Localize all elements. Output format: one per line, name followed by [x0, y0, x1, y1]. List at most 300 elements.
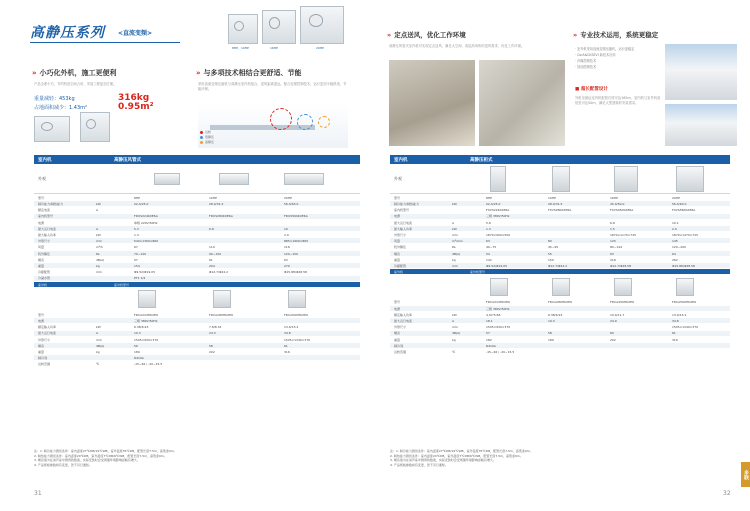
table-cell: kW [96, 201, 101, 206]
table-cell: 61 [672, 331, 676, 336]
table-cell: 冷凝水管 [38, 276, 51, 281]
table-cell: 风量 [38, 245, 45, 250]
table-cell: 19.3 [548, 318, 555, 323]
section-heading: » 定点送风，优化工作环境 [387, 31, 466, 39]
table-row [390, 337, 730, 342]
table-cell: 61 [284, 343, 288, 348]
table-cell: 5.6 [486, 220, 491, 225]
outdoor-unit-image [490, 278, 508, 296]
table-cell: FXVS450KXE6A [610, 208, 634, 213]
table-row [34, 263, 360, 268]
legend-dot-icon [200, 141, 203, 144]
table-row [390, 349, 730, 354]
table-cell: 外形尺寸 [394, 325, 407, 330]
table-row [390, 251, 730, 256]
table-cell: 三相 380V/50Hz [486, 306, 510, 311]
table-cell: 噪音 [38, 343, 45, 348]
product-image-row: 外观 [390, 164, 730, 194]
table-cell: mm [96, 239, 102, 244]
arrow-icon: » [387, 31, 392, 39]
table-cell: 45~95 [548, 245, 559, 250]
table-cell: 额定输入功率 [38, 325, 57, 330]
table-cell: Φ12.7/Φ22.2 [209, 270, 229, 275]
indoor-unit-image [490, 166, 506, 192]
table-cell: 5.3 [134, 226, 139, 231]
table-row [390, 245, 730, 250]
table-cell: 22.4/25.0 [134, 201, 149, 206]
table-cell: R410A [134, 356, 144, 361]
table-cell: 外形尺寸 [38, 337, 51, 342]
table-cell: 最大输入功率 [394, 226, 413, 231]
table-cell: 噪音 [394, 251, 401, 256]
page-number: 31 [34, 490, 42, 497]
unit-caption: 16HP [270, 46, 278, 50]
table-cell: FXVS224KXE6A [486, 208, 510, 213]
table-row [390, 195, 730, 200]
table-cell: 1.5 [610, 226, 615, 231]
table-cell: FDCA560HKXE6 [672, 300, 696, 305]
table-cell: 运转范围 [38, 362, 51, 367]
feature-bullet: · 室外机采用直流变频压缩机，运行更稳定 [575, 47, 635, 51]
table-cell: 冷媒配管 [394, 263, 407, 268]
table-cell: 58 [209, 343, 213, 348]
table-cell: 机外静压 [38, 251, 51, 256]
table-row [34, 324, 360, 329]
table-cell: kW [96, 232, 101, 237]
unit-caption: 20HP [316, 46, 324, 50]
table-cell: 189 [548, 337, 554, 342]
table-cell: FXVS280KXE6A [548, 208, 572, 213]
table-cell: 最大运行电流 [38, 226, 57, 231]
subsection-description: 外机至最远室内机配管长度可达165m，室内机与室外机高低差可达50m，满足大型建筑的安装需求。 [575, 96, 661, 105]
table-row [34, 349, 360, 354]
table-cell: 室内机型号 [38, 214, 54, 219]
table-cell: 56.0/63.0 [672, 201, 687, 206]
table-cell: 三相 380V/50Hz [134, 318, 158, 323]
table-cell: 80~144 [610, 245, 623, 250]
table-section-band: 室外机 室外机型号 [34, 282, 360, 287]
table-cell: 外形尺寸 [394, 232, 407, 237]
table-cell: 63 [486, 239, 490, 244]
table-row [390, 300, 730, 305]
table-section-band: 室外机 室外机型号 [390, 269, 730, 274]
table-cell: 28.0/31.5 [548, 201, 563, 206]
table-cell: 制冷能力/制热能力 [394, 201, 420, 206]
indoor-unit-image [154, 173, 180, 185]
table-cell: 67 [134, 245, 138, 250]
table-cell: 外形尺寸 [38, 239, 51, 244]
table-row [34, 343, 360, 348]
section-description: 产品全系小巧，节约机房空间占用，安装工程更加方便。 [34, 82, 117, 86]
table-cell: 运转范围 [394, 349, 407, 354]
table-cell: FXVS560KXE6A [672, 208, 696, 213]
table-cell: 90~150 [209, 251, 222, 256]
unit-caption: 8HP、10HP [232, 46, 249, 50]
table-cell: 56.0/63.0 [284, 201, 299, 206]
outdoor-unit-image [288, 290, 306, 308]
table-cell: 120~200 [672, 245, 686, 250]
table-cell: FDCA280HKXE6 [548, 300, 572, 305]
table-cell: 22.4/25.0 [486, 201, 501, 206]
table-cell: 56 [134, 343, 138, 348]
table-row [34, 232, 360, 237]
table-cell: 54 [486, 251, 490, 256]
table-cell: mm [452, 263, 458, 268]
table-cell: 1.3 [134, 232, 139, 237]
outdoor-unit-image-large [300, 6, 344, 44]
table-cell: Φ15.88/Φ28.58 [672, 263, 695, 268]
table-cell: kg [452, 257, 456, 262]
legend-item: 运转 [200, 130, 211, 134]
table-cell: dB(A) [96, 257, 105, 262]
table-row [390, 331, 730, 336]
table-cell: FDCA224HKXE6 [134, 312, 158, 317]
table-row [390, 226, 730, 231]
table-cell: A [452, 220, 455, 225]
spec-table [34, 155, 360, 447]
table-cell: 202 [610, 337, 616, 342]
area-label: 占地面积减少：1.43m² [34, 105, 88, 111]
new-unit-image [80, 112, 110, 142]
table-cell: Φ15.88/Φ28.58 [284, 270, 307, 275]
table-cell: 80 [548, 239, 552, 244]
footnotes: 注：1. 制冷能力测试条件：室内温度27℃DB/19℃WB，室外温度35℃DB，配管长度7.5m，高低差0m。 2. 制热能力测试条件：室内温度20℃DB，室外温度7℃DB/6℃WB，配管长度7.5m，高低差0m。 3. 噪音值为在消声室中测得的数值，实际安装时会受周围环境影响而略有增大。 4. 产品规格参数如有变更，恕不另行通知。 [390, 449, 533, 467]
table-cell: 70~120 [134, 251, 147, 256]
table-cell: 1870×1470×725 [672, 232, 699, 237]
table-cell: dB(A) [96, 343, 105, 348]
table-cell: 6.38/6.93 [134, 325, 149, 330]
table-cell: 6.38/6.93 [548, 312, 563, 317]
table-cell: 电源 [394, 214, 401, 219]
table-cell: FDUS560KXE6A [284, 214, 308, 219]
table-row [390, 263, 730, 268]
table-cell: 145 [672, 239, 678, 244]
table-row [34, 226, 360, 231]
table-cell: ℃ [452, 349, 456, 354]
table-cell: A [96, 331, 99, 336]
table-cell: 24.9 [610, 318, 617, 323]
table-cell: 316 [672, 337, 678, 342]
table-row [34, 238, 360, 243]
table-cell: FDCA224HKXE6 [486, 300, 510, 305]
table-row [34, 245, 360, 250]
table-cell: 最大运行电流 [38, 331, 57, 336]
table-cell: m³/min [452, 239, 463, 244]
table-cell: 风量 [394, 239, 401, 244]
table-cell: 8HP [134, 195, 140, 200]
table-cell: 20HP [284, 195, 292, 200]
table-cell: ℃ [96, 362, 100, 367]
section-tab[interactable]: 多联 [741, 462, 750, 487]
table-cell: 制冷剂 [394, 343, 404, 348]
old-unit-image [34, 116, 70, 142]
section-heading: » 与多项技术相结合更舒适、节能 [196, 69, 302, 77]
table-cell: 型号 [394, 300, 401, 305]
outdoor-unit-image [138, 290, 156, 308]
table-cell: FDCA450HKXE6 [610, 300, 634, 305]
table-cell: 34.8 [284, 331, 291, 336]
table-cell: kW [452, 226, 457, 231]
section-heading: » 专业技术运用，系统更稳定 [573, 31, 659, 39]
indoor-unit-image [284, 173, 324, 185]
table-row [34, 214, 360, 219]
table-cell: 电源 [38, 318, 45, 323]
table-cell: A [96, 208, 99, 213]
table-cell: 60 [610, 331, 614, 336]
table-row [390, 232, 730, 237]
table-cell: 型号 [394, 195, 401, 200]
table-cell: 单相 220V/50Hz [134, 220, 158, 225]
table-cell: 机外静压 [394, 245, 407, 250]
table-cell: 57 [134, 257, 138, 262]
weight-value: 316kg [118, 93, 150, 103]
section-heading: » 小巧化外机，施工更便利 [32, 69, 117, 77]
table-cell: mm [452, 325, 458, 330]
table-cell: 13.9/15.2 [672, 312, 687, 317]
table-cell: 63 [610, 251, 614, 256]
footnotes: 注：1. 制冷能力测试条件：室内温度27℃DB/19℃WB，室外温度35℃DB，配管长度7.5m，高低差0m。 2. 制热能力测试条件：室内温度20℃DB，室外温度7℃DB/6℃WB，配管长度7.5m，高低差0m。 3. 噪音值为在消声室中测得的数值，实际安装时会受周围环境影响而略有增大。 4. 产品规格参数如有变更，恕不另行通知。 [34, 449, 177, 467]
airflow-wave [297, 114, 313, 130]
table-cell: 8HP [486, 195, 492, 200]
outdoor-unit-image [213, 290, 231, 308]
table-row [34, 251, 360, 256]
table-cell: 10.1 [672, 220, 679, 225]
table-cell: 28.0/31.5 [209, 201, 224, 206]
table-cell: 电源 [394, 306, 401, 311]
table-cell: 55 [548, 251, 552, 256]
table-cell: 189 [134, 349, 140, 354]
outdoor-unit-image [552, 278, 570, 296]
table-cell: 最大输入功率 [38, 232, 57, 237]
section-description: 采用直流变频压缩机与高静压室内机组合，送风距离更远，配合变频控制技术，运行更加平稳舒适，节能环保。 [198, 82, 347, 91]
table-row [390, 257, 730, 262]
table-row [34, 331, 360, 336]
office-photo [389, 60, 475, 146]
legend-item: 高静压 [200, 140, 214, 144]
table-cell: Φ9.52/Φ19.05 [486, 263, 508, 268]
arrow-icon: » [573, 31, 578, 39]
indoor-unit-image [552, 166, 570, 192]
table-row [34, 207, 360, 212]
table-cell: 4.97/5.68 [486, 312, 501, 317]
table-cell: 13.9/15.2 [284, 325, 299, 330]
page-title: 高静压系列 [30, 25, 105, 41]
table-row [390, 324, 730, 329]
table-cell: 885×1900×865 [284, 239, 309, 244]
table-row [390, 238, 730, 243]
table-cell: 64 [672, 251, 676, 256]
area-value: 0.95m² [118, 102, 154, 112]
table-cell: kg [96, 349, 100, 354]
table-row [34, 220, 360, 225]
table-cell: 1870×900×500 [486, 232, 511, 237]
table-cell: FDUS280KXE6A [209, 214, 233, 219]
table-cell: 18.1 [486, 318, 493, 323]
table-header: 室内机 高静压柜式 [390, 155, 730, 164]
table-cell: 16HP [610, 195, 618, 200]
table-header: 室内机 高静压风管式 [34, 155, 360, 164]
factory-photo [479, 60, 565, 146]
arrow-icon: » [196, 69, 201, 77]
table-cell: FDUS224KXE6A [134, 214, 158, 219]
table-cell: 制冷能力/制热能力 [38, 201, 64, 206]
outdoor-unit-image [676, 278, 694, 296]
table-cell: kW [96, 325, 101, 330]
table-cell: 室内机型号 [394, 208, 410, 213]
legend-dot-icon [200, 136, 203, 139]
weight-label: 重量减轻：453kg [34, 96, 75, 102]
piping-diagram-image [665, 104, 737, 146]
arrow-icon: » [32, 69, 37, 77]
table-cell: 19.3 [134, 331, 141, 336]
table-cell: 6.8 [209, 226, 214, 231]
table-cell: 电源 [38, 220, 45, 225]
table-cell: 40~75 [486, 245, 497, 250]
table-cell: 额定输入功率 [394, 312, 413, 317]
table-cell: kW [452, 312, 457, 317]
table-row [34, 318, 360, 323]
table-cell: 45.0/50.0 [610, 201, 625, 206]
table-cell: 182 [486, 337, 492, 342]
table-cell: mm [452, 232, 458, 237]
table-cell: 10HP [548, 195, 556, 200]
table-cell: kW [452, 201, 457, 206]
table-cell: 154 [134, 263, 140, 268]
table-cell: 噪音 [394, 331, 401, 336]
outdoor-unit-image-small [228, 14, 258, 44]
table-cell: 202 [209, 349, 215, 354]
table-cell: 7.8/8.32 [209, 325, 222, 330]
table-cell: 540×1300×860 [134, 239, 159, 244]
table-cell: 316 [284, 349, 290, 354]
table-cell: 1870×1170×725 [610, 232, 637, 237]
table-cell: 57 [486, 331, 490, 336]
right-page [375, 0, 750, 511]
table-cell: kg [96, 263, 100, 268]
table-row [34, 195, 360, 200]
table-cell: -15~46 / -20~15.5 [134, 362, 163, 367]
table-cell: PT1 1/4 [134, 276, 146, 281]
table-cell: 重量 [38, 263, 45, 268]
table-cell: A [452, 318, 455, 323]
spec-table [390, 155, 730, 447]
outdoor-unit-image-medium [262, 10, 296, 44]
indoor-unit-image [219, 173, 249, 185]
table-cell: 重量 [394, 257, 401, 262]
table-cell: 制冷剂 [38, 356, 48, 361]
table-row [390, 201, 730, 206]
table-cell: 24.3 [209, 331, 216, 336]
table-cell: 20HP [672, 195, 680, 200]
table-row [390, 207, 730, 212]
table-cell: 218 [610, 257, 616, 262]
table-cell: A [96, 226, 99, 231]
page-number: 32 [723, 490, 731, 497]
table-cell: 10.9/11.7 [610, 312, 625, 317]
table-cell: -15~46 / -20~15.5 [486, 349, 515, 354]
table-cell: 6.8 [610, 220, 615, 225]
feature-bullet: · 冷媒控制技术 [575, 59, 597, 63]
table-cell: 噪音 [38, 257, 45, 262]
table-row [390, 343, 730, 348]
table-cell: 270 [284, 263, 290, 268]
table-cell: 重量 [38, 349, 45, 354]
indoor-unit-image [614, 166, 638, 192]
indoor-unit-image [676, 166, 704, 192]
table-row [34, 337, 360, 342]
airflow-wave [318, 116, 330, 128]
table-cell: 116 [284, 245, 290, 250]
table-cell: 125 [610, 239, 616, 244]
outdoor-image-row [34, 288, 360, 310]
table-cell: Pa [452, 245, 456, 250]
table-cell: 型号 [38, 195, 45, 200]
table-cell: m³/h [96, 245, 104, 250]
table-cell: dB(A) [452, 331, 461, 336]
table-cell: Φ12.7/Φ22.2 [548, 263, 568, 268]
table-cell: 型号 [38, 312, 45, 317]
table-row [34, 312, 360, 317]
table-row [390, 214, 730, 219]
table-cell: 冷媒配管 [38, 270, 51, 275]
table-cell: 142 [486, 257, 492, 262]
table-cell: 10 [284, 226, 288, 231]
section-description: 高静压风管式室内机可实现定点送风，满足大空间、高层高场所的送风需求，优化工作环境。 [389, 44, 525, 48]
subsection-heading: ■ 超长配管设计 [575, 87, 608, 92]
table-cell: Pa [96, 251, 100, 256]
table-cell: 最大运行电流 [394, 220, 413, 225]
table-cell: 三相 380V/50Hz [486, 214, 510, 219]
table-cell: 204 [209, 263, 215, 268]
table-cell: R410A [486, 343, 496, 348]
table-cell: mm [96, 337, 102, 342]
legend-dot-icon [200, 131, 203, 134]
table-cell: 120~150 [284, 251, 298, 256]
table-row [390, 220, 730, 225]
table-row [390, 312, 730, 317]
table-row [34, 362, 360, 367]
table-cell: FDCA280HKXE6 [209, 312, 233, 317]
table-cell: 1505×930×370 [486, 325, 511, 330]
table-cell: 58 [548, 331, 552, 336]
feature-bullet: · 回油控制技术 [575, 65, 597, 69]
table-cell: 额定电流 [38, 208, 51, 213]
table-row [390, 306, 730, 311]
product-image-row: 外观 [34, 164, 360, 194]
table-cell: kg [452, 337, 456, 342]
table-row [34, 355, 360, 360]
table-row [34, 257, 360, 262]
outdoor-unit-image [614, 278, 632, 296]
table-cell: 61 [209, 257, 213, 262]
table-cell: FDCA560HKXE6 [284, 312, 308, 317]
table-cell: 150 [548, 257, 554, 262]
legend-item: 低静压 [200, 135, 214, 139]
table-cell: 最大运行电流 [394, 318, 413, 323]
table-cell: 262 [672, 257, 678, 262]
table-row [390, 318, 730, 323]
outdoor-image-row [390, 276, 730, 298]
table-cell: dB(A) [452, 251, 461, 256]
table-cell: 63 [284, 257, 288, 262]
table-row [34, 276, 360, 281]
table-cell: 2.0 [284, 232, 289, 237]
table-cell: 重量 [394, 337, 401, 342]
feature-bullet: · CorA&CKSEVI 新技术应用 [575, 53, 616, 57]
table-cell: 1.3 [486, 226, 491, 231]
table-cell: 34.8 [672, 318, 679, 323]
table-cell: mm [96, 270, 102, 275]
